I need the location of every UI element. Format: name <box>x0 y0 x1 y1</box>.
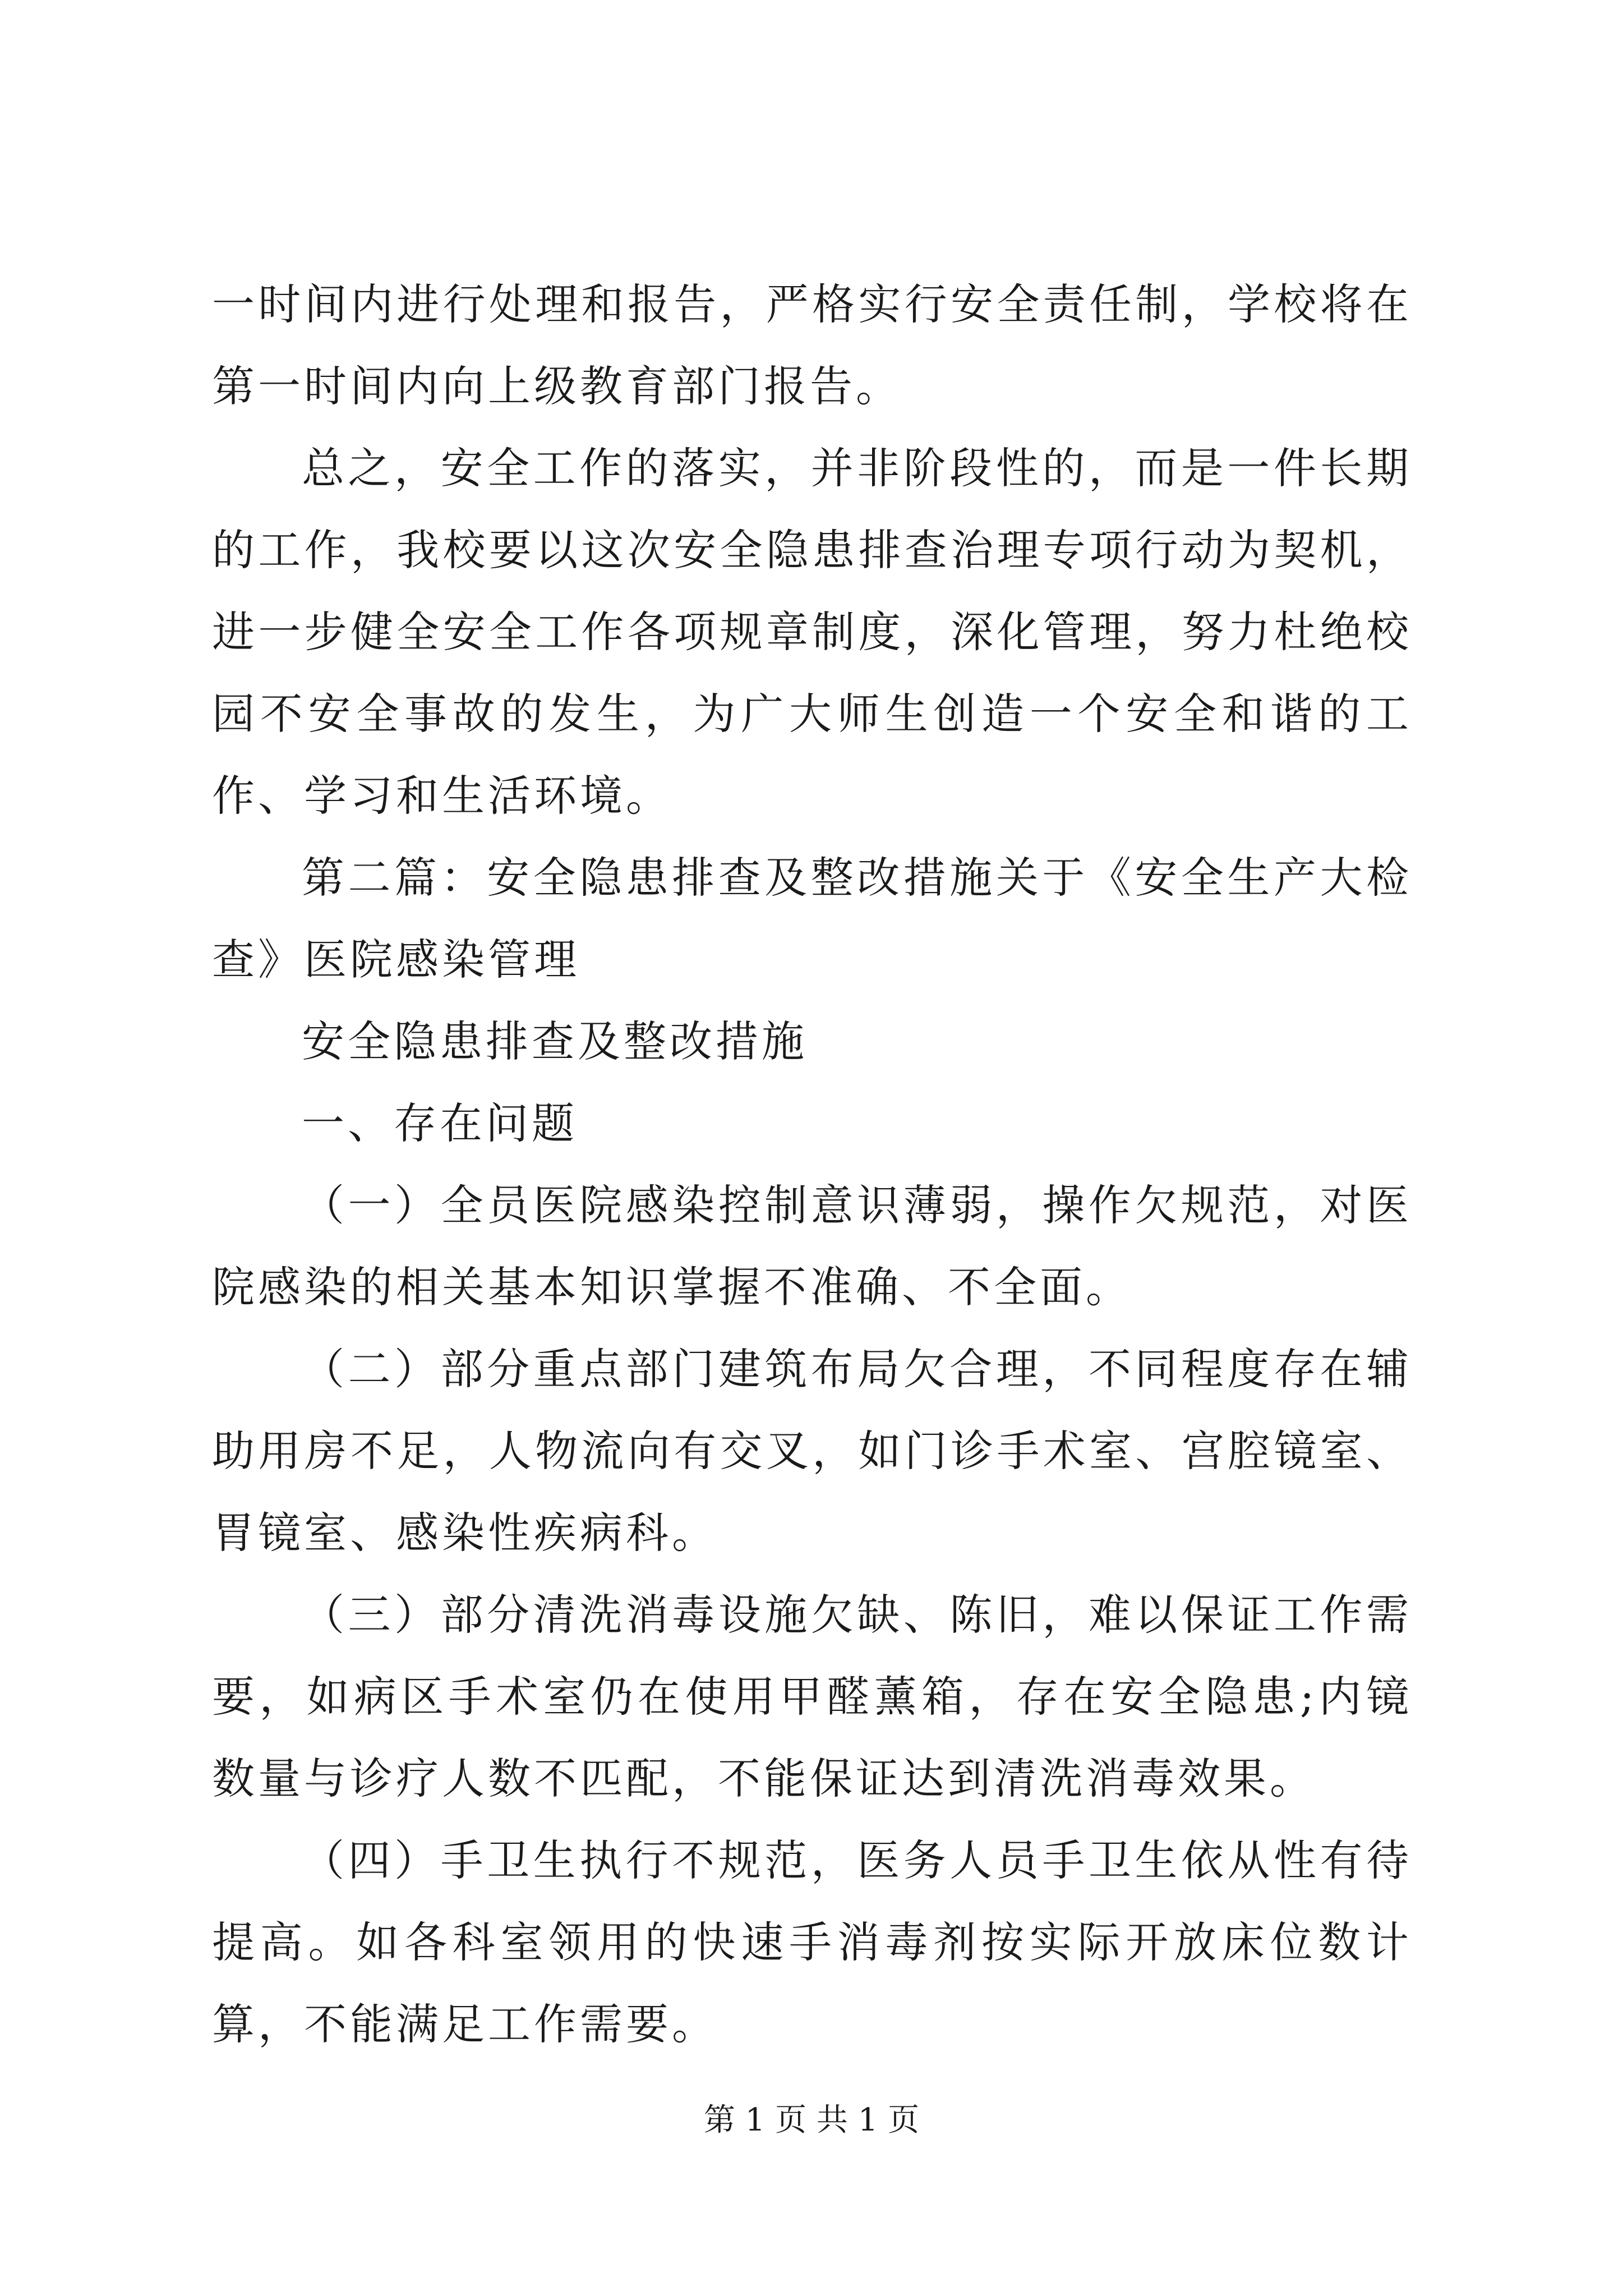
paragraph-6: （一）全员医院感染控制意识薄弱，操作欠规范，对医院感染的相关基本知识掌握不准确、不全面。 <box>212 1180 1412 1312</box>
page-footer <box>0 2098 1623 2143</box>
page-number-label: 第 1 页 共 1 页 <box>703 2102 920 2138</box>
paragraph-1: 一时间内进行处理和报告，严格实行安全责任制，学校将在第一时间内向上级教育部门报告。 <box>212 279 1412 411</box>
paragraph-3: 第二篇：安全隐患排查及整改措施关于《安全生产大检查》医院感染管理 <box>212 853 1412 984</box>
document-body <box>212 264 1412 2065</box>
paragraph-8: （三）部分清洗消毒设施欠缺、陈旧，难以保证工作需要，如病区手术室仍在使用甲醛薰箱，存在安全隐患;内镜数量与诊疗人数不匹配，不能保证达到清洗消毒效果。 <box>212 1590 1412 1803</box>
paragraph-4: 安全隐患排查及整改措施 <box>302 1016 808 1066</box>
paragraph-9: （四）手卫生执行不规范，医务人员手卫生依从性有待提高。如各科室领用的快速手消毒剂按实际开放床位数计算，不能满足工作需要。 <box>212 1835 1412 2049</box>
paragraph-2: 总之，安全工作的落实，并非阶段性的，而是一件长期的工作，我校要以这次安全隐患排查治理专项行动为契机，进一步健全安全工作各项规章制度，深化管理，努力杜绝校园不安全事故的发生，为广大师生创造一个安全和谐的工作、学习和生活环境。 <box>212 443 1412 821</box>
paragraph-7: （二）部分重点部门建筑布局欠合理，不同程度存在辅助用房不足，人物流向有交叉，如门诊手术室、宫腔镜室、胃镜室、感染性疾病科。 <box>212 1344 1412 1558</box>
paragraph-5: 一、存在问题 <box>302 1098 578 1148</box>
